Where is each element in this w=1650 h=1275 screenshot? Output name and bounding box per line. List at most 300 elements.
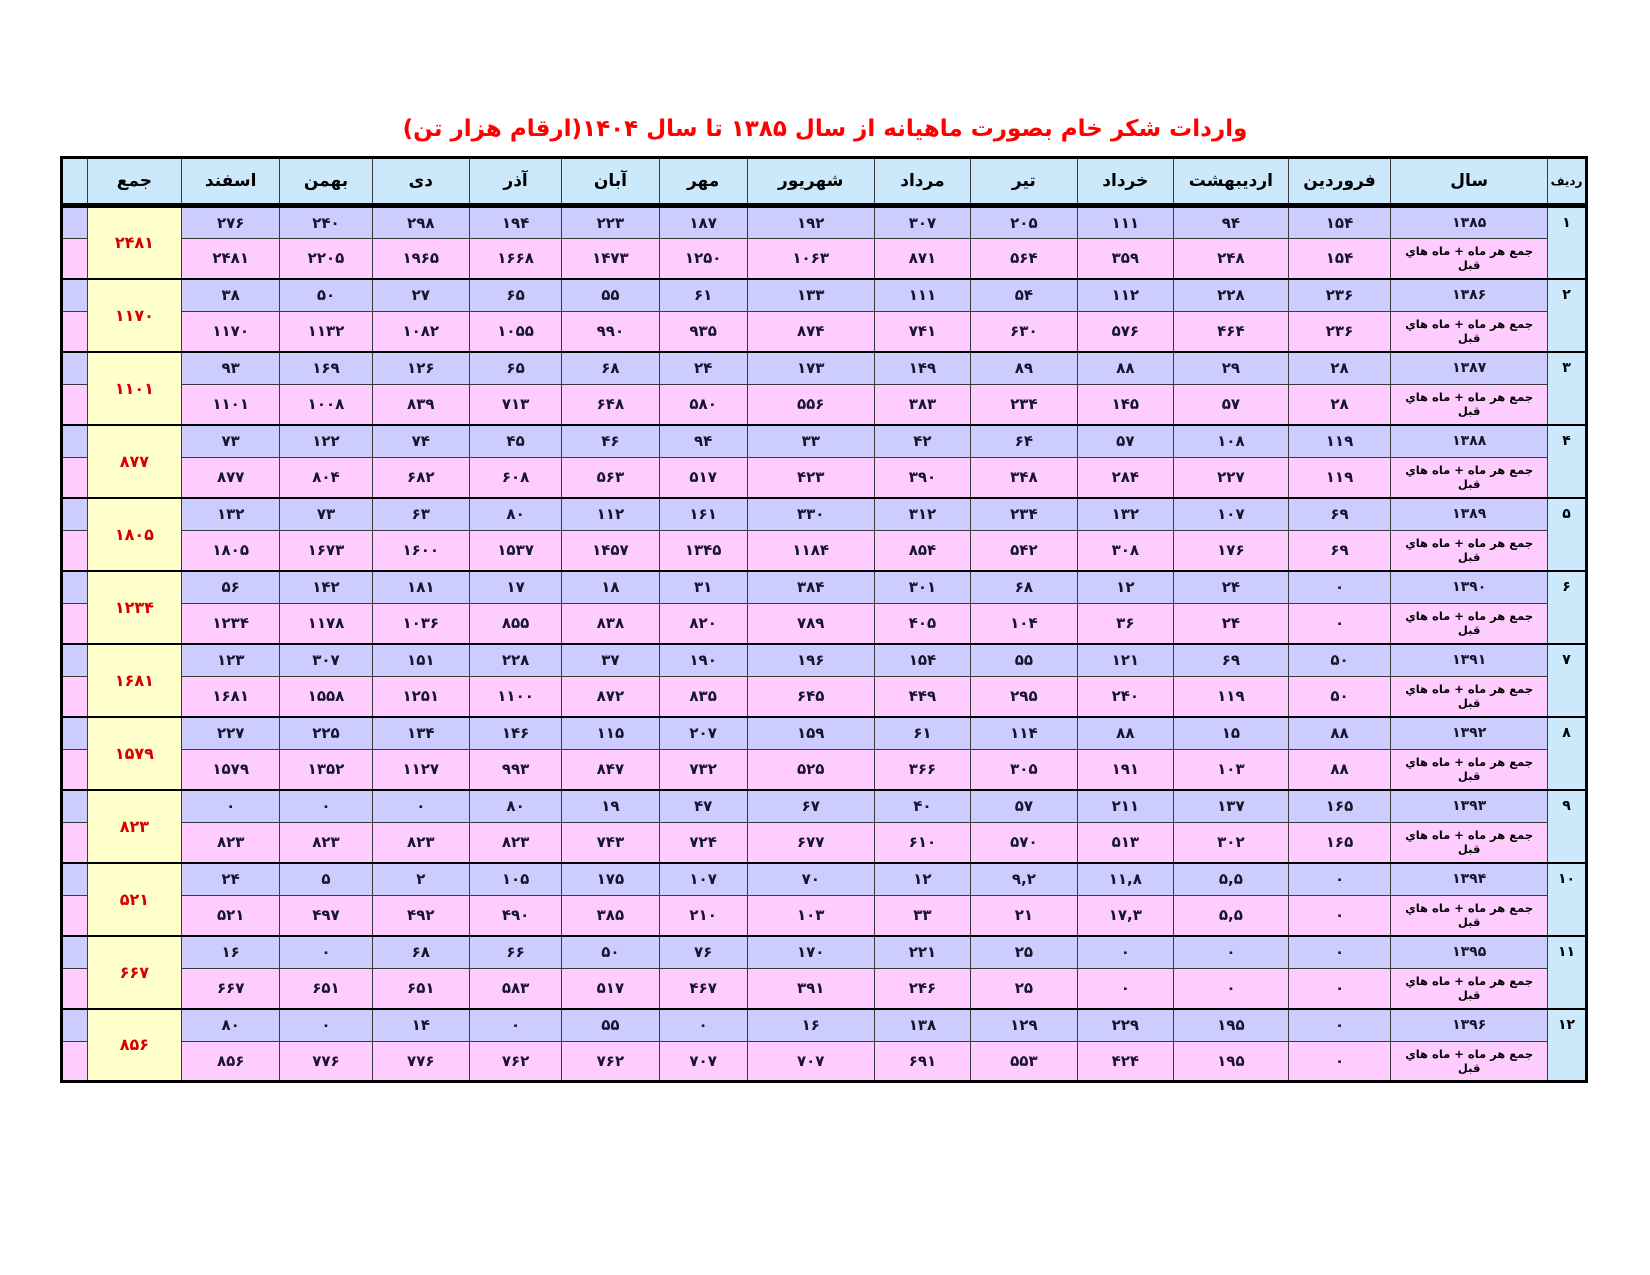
cumulative-value-cell-10: ۱۳۵۲ [280,750,372,790]
cumulative-value-cell-1: ۱۰۳ [1174,750,1289,790]
monthly-value-cell-1: ۵,۵ [1174,863,1289,896]
cumulative-value-cell-1: ۱۹۵ [1174,1042,1289,1082]
row-index-cell: ۳ [1548,352,1587,425]
total-cell: ۱۶۸۱ [87,644,181,717]
edge-cell [62,498,88,531]
monthly-value-cell-4: ۱۳۸ [874,1009,970,1042]
cumulative-value-cell-8: ۱۶۶۸ [469,239,561,279]
cumulative-value-cell-2: ۵۷۶ [1077,312,1173,352]
cumulative-value-cell-3: ۲۹۵ [971,677,1078,717]
monthly-value-cell-3: ۵۷ [971,790,1078,823]
cumulative-value-cell-3: ۳۴۸ [971,458,1078,498]
cumulative-value-cell-9: ۸۲۳ [372,823,469,863]
monthly-value-cell-6: ۶۱ [659,279,747,312]
monthly-value-cell-7: ۱۹ [562,790,659,823]
cumulative-value-cell-7: ۸۴۷ [562,750,659,790]
row-index-cell: ۵ [1548,498,1587,571]
edge-cell [62,644,88,677]
cumulative-value-cell-1: ۵۷ [1174,385,1289,425]
monthly-value-cell-5: ۱۶ [747,1009,874,1042]
cumulative-value-cell-2: ۳۶ [1077,604,1173,644]
table-header [62,158,1587,206]
monthly-value-cell-8: ۶۵ [469,352,561,385]
year-cell: ۱۳۸۷ [1391,352,1548,385]
monthly-value-cell-6: ۲۰۷ [659,717,747,750]
monthly-row-۱۳۹۵ [62,936,1587,969]
monthly-value-cell-11: ۵۶ [182,571,280,604]
cumulative-label-cell: جمع هر ماه + ماه هاي قبل [1391,896,1548,936]
year-cell: ۱۳۹۵ [1391,936,1548,969]
monthly-value-cell-7: ۴۶ [562,425,659,458]
monthly-value-cell-3: ۵۵ [971,644,1078,677]
cumulative-value-cell-1: ۴۶۴ [1174,312,1289,352]
edge-cell [62,936,88,969]
cumulative-value-cell-11: ۲۴۸۱ [182,239,280,279]
monthly-value-cell-2: ۲۲۹ [1077,1009,1173,1042]
cumulative-value-cell-1: ۳۰۲ [1174,823,1289,863]
cumulative-value-cell-1: ۰ [1174,969,1289,1009]
cumulative-value-cell-8: ۷۶۲ [469,1042,561,1082]
cumulative-value-cell-10: ۱۶۷۳ [280,531,372,571]
cumulative-row-۱۳۹۱ [62,677,1587,717]
monthly-value-cell-8: ۱۹۴ [469,206,561,239]
monthly-value-cell-3: ۲۳۴ [971,498,1078,531]
monthly-value-cell-0: ۵۰ [1288,644,1390,677]
cumulative-value-cell-11: ۸۷۷ [182,458,280,498]
cumulative-value-cell-7: ۶۴۸ [562,385,659,425]
monthly-value-cell-10: ۰ [280,790,372,823]
monthly-value-cell-8: ۲۲۸ [469,644,561,677]
monthly-value-cell-0: ۰ [1288,936,1390,969]
row-index-cell: ۱۲ [1548,1009,1587,1082]
header-month-4: مرداد [874,158,970,206]
cumulative-value-cell-2: ۵۱۳ [1077,823,1173,863]
edge-cell [62,279,88,312]
header-row [62,158,1587,206]
cumulative-label-cell: جمع هر ماه + ماه هاي قبل [1391,823,1548,863]
year-cell: ۱۳۹۶ [1391,1009,1548,1042]
cumulative-value-cell-11: ۵۲۱ [182,896,280,936]
row-index-cell: ۱ [1548,206,1587,279]
monthly-value-cell-1: ۲۲۸ [1174,279,1289,312]
cumulative-value-cell-4: ۳۳ [874,896,970,936]
cumulative-value-cell-0: ۰ [1288,1042,1390,1082]
monthly-value-cell-4: ۴۰ [874,790,970,823]
cumulative-value-cell-9: ۷۷۶ [372,1042,469,1082]
cumulative-value-cell-6: ۷۲۴ [659,823,747,863]
cumulative-value-cell-9: ۱۶۰۰ [372,531,469,571]
cumulative-value-cell-3: ۲۱ [971,896,1078,936]
total-cell: ۶۶۷ [87,936,181,1009]
monthly-value-cell-7: ۱۱۵ [562,717,659,750]
monthly-value-cell-2: ۱۱۲ [1077,279,1173,312]
cumulative-value-cell-5: ۴۲۳ [747,458,874,498]
cumulative-value-cell-11: ۸۵۶ [182,1042,280,1082]
cumulative-value-cell-9: ۶۸۲ [372,458,469,498]
monthly-value-cell-11: ۸۰ [182,1009,280,1042]
monthly-value-cell-2: ۱۱۱ [1077,206,1173,239]
year-cell: ۱۳۹۳ [1391,790,1548,823]
header-month-0: فروردين [1288,158,1390,206]
cumulative-value-cell-8: ۹۹۳ [469,750,561,790]
cumulative-value-cell-1: ۱۷۶ [1174,531,1289,571]
monthly-value-cell-3: ۵۴ [971,279,1078,312]
monthly-value-cell-1: ۱۰۸ [1174,425,1289,458]
monthly-value-cell-8: ۶۶ [469,936,561,969]
monthly-value-cell-10: ۱۲۲ [280,425,372,458]
total-cell: ۸۷۷ [87,425,181,498]
monthly-value-cell-5: ۳۳ [747,425,874,458]
year-cell: ۱۳۹۱ [1391,644,1548,677]
row-index-cell: ۱۰ [1548,863,1587,936]
monthly-value-cell-9: ۶۸ [372,936,469,969]
monthly-value-cell-10: ۵ [280,863,372,896]
monthly-value-cell-9: ۱۲۶ [372,352,469,385]
monthly-value-cell-5: ۱۷۳ [747,352,874,385]
monthly-value-cell-8: ۱۰۵ [469,863,561,896]
monthly-value-cell-0: ۱۵۴ [1288,206,1390,239]
cumulative-row-۱۳۸۷ [62,385,1587,425]
monthly-value-cell-5: ۱۹۶ [747,644,874,677]
monthly-value-cell-11: ۱۲۳ [182,644,280,677]
edge-cell [62,969,88,1009]
cumulative-value-cell-5: ۶۷۷ [747,823,874,863]
cumulative-value-cell-8: ۱۵۳۷ [469,531,561,571]
cumulative-label-cell: جمع هر ماه + ماه هاي قبل [1391,1042,1548,1082]
monthly-value-cell-0: ۲۳۶ [1288,279,1390,312]
monthly-value-cell-7: ۶۸ [562,352,659,385]
year-cell: ۱۳۸۸ [1391,425,1548,458]
monthly-value-cell-6: ۷۶ [659,936,747,969]
cumulative-value-cell-10: ۷۷۶ [280,1042,372,1082]
monthly-value-cell-0: ۱۱۹ [1288,425,1390,458]
monthly-row-۱۳۸۶ [62,279,1587,312]
monthly-value-cell-5: ۳۸۴ [747,571,874,604]
total-cell: ۸۵۶ [87,1009,181,1082]
sugar-imports-table [60,156,1588,1083]
monthly-value-cell-7: ۵۵ [562,1009,659,1042]
edge-cell [62,239,88,279]
monthly-value-cell-6: ۱۹۰ [659,644,747,677]
total-cell: ۱۲۳۴ [87,571,181,644]
cumulative-value-cell-3: ۵۷۰ [971,823,1078,863]
monthly-value-cell-3: ۹,۲ [971,863,1078,896]
monthly-value-cell-0: ۶۹ [1288,498,1390,531]
cumulative-value-cell-0: ۰ [1288,896,1390,936]
cumulative-label-cell: جمع هر ماه + ماه هاي قبل [1391,458,1548,498]
edge-cell [62,677,88,717]
row-index-cell: ۹ [1548,790,1587,863]
cumulative-row-۱۳۸۹ [62,531,1587,571]
cumulative-value-cell-7: ۸۳۸ [562,604,659,644]
cumulative-value-cell-2: ۲۸۴ [1077,458,1173,498]
cumulative-value-cell-4: ۳۹۰ [874,458,970,498]
monthly-value-cell-8: ۴۵ [469,425,561,458]
cumulative-value-cell-2: ۱۹۱ [1077,750,1173,790]
row-index-cell: ۷ [1548,644,1587,717]
edge-cell [62,1042,88,1082]
cumulative-value-cell-4: ۴۴۹ [874,677,970,717]
monthly-value-cell-9: ۱۸۱ [372,571,469,604]
monthly-value-cell-4: ۳۰۱ [874,571,970,604]
monthly-value-cell-7: ۱۸ [562,571,659,604]
cumulative-value-cell-7: ۵۶۳ [562,458,659,498]
monthly-value-cell-6: ۱۸۷ [659,206,747,239]
cumulative-value-cell-1: ۲۴۸ [1174,239,1289,279]
monthly-value-cell-6: ۰ [659,1009,747,1042]
total-cell: ۵۲۱ [87,863,181,936]
cumulative-value-cell-0: ۲۳۶ [1288,312,1390,352]
monthly-value-cell-11: ۹۳ [182,352,280,385]
monthly-value-cell-5: ۷۰ [747,863,874,896]
edge-cell [62,750,88,790]
cumulative-value-cell-3: ۵۴۲ [971,531,1078,571]
monthly-row-۱۳۸۵ [62,206,1587,239]
cumulative-value-cell-6: ۱۳۴۵ [659,531,747,571]
monthly-value-cell-8: ۸۰ [469,790,561,823]
cumulative-label-cell: جمع هر ماه + ماه هاي قبل [1391,677,1548,717]
monthly-value-cell-8: ۰ [469,1009,561,1042]
monthly-value-cell-2: ۱۲ [1077,571,1173,604]
row-index-cell: ۸ [1548,717,1587,790]
cumulative-value-cell-4: ۲۴۶ [874,969,970,1009]
row-index-cell: ۶ [1548,571,1587,644]
monthly-value-cell-9: ۱۴ [372,1009,469,1042]
cumulative-value-cell-8: ۴۹۰ [469,896,561,936]
monthly-value-cell-10: ۵۰ [280,279,372,312]
header-month-8: آذر [469,158,561,206]
monthly-value-cell-0: ۸۸ [1288,717,1390,750]
monthly-value-cell-1: ۱۰۷ [1174,498,1289,531]
monthly-value-cell-3: ۱۲۹ [971,1009,1078,1042]
cumulative-value-cell-11: ۸۲۳ [182,823,280,863]
monthly-value-cell-7: ۱۷۵ [562,863,659,896]
cumulative-value-cell-5: ۷۰۷ [747,1042,874,1082]
cumulative-value-cell-11: ۱۸۰۵ [182,531,280,571]
cumulative-value-cell-11: ۱۶۸۱ [182,677,280,717]
cumulative-value-cell-11: ۱۵۷۹ [182,750,280,790]
cumulative-value-cell-10: ۱۰۰۸ [280,385,372,425]
cumulative-value-cell-3: ۲۵ [971,969,1078,1009]
monthly-value-cell-4: ۱۱۱ [874,279,970,312]
cumulative-value-cell-4: ۸۵۴ [874,531,970,571]
monthly-value-cell-6: ۴۷ [659,790,747,823]
monthly-row-۱۳۸۹ [62,498,1587,531]
cumulative-value-cell-4: ۷۴۱ [874,312,970,352]
monthly-value-cell-4: ۱۴۹ [874,352,970,385]
monthly-value-cell-0: ۰ [1288,571,1390,604]
monthly-value-cell-3: ۱۱۴ [971,717,1078,750]
monthly-value-cell-4: ۳۰۷ [874,206,970,239]
cumulative-value-cell-3: ۶۳۰ [971,312,1078,352]
cumulative-value-cell-8: ۸۵۵ [469,604,561,644]
header-row-number: رديف [1548,158,1587,206]
monthly-row-۱۳۹۴ [62,863,1587,896]
cumulative-value-cell-11: ۱۱۷۰ [182,312,280,352]
year-cell: ۱۳۹۲ [1391,717,1548,750]
monthly-row-۱۳۹۳ [62,790,1587,823]
monthly-value-cell-11: ۳۸ [182,279,280,312]
edge-cell [62,604,88,644]
edge-cell [62,863,88,896]
header-month-11: اسفند [182,158,280,206]
cumulative-value-cell-5: ۱۰۶۳ [747,239,874,279]
cumulative-value-cell-11: ۱۱۰۱ [182,385,280,425]
cumulative-value-cell-6: ۲۱۰ [659,896,747,936]
year-cell: ۱۳۸۵ [1391,206,1548,239]
cumulative-value-cell-5: ۵۵۶ [747,385,874,425]
cumulative-value-cell-9: ۱۹۶۵ [372,239,469,279]
cumulative-row-۱۳۹۶ [62,1042,1587,1082]
cumulative-row-۱۳۹۲ [62,750,1587,790]
cumulative-value-cell-0: ۵۰ [1288,677,1390,717]
monthly-value-cell-7: ۱۱۲ [562,498,659,531]
cumulative-value-cell-7: ۱۴۵۷ [562,531,659,571]
monthly-value-cell-5: ۶۷ [747,790,874,823]
edge-cell [62,896,88,936]
monthly-value-cell-0: ۰ [1288,1009,1390,1042]
cumulative-value-cell-10: ۱۵۵۸ [280,677,372,717]
cumulative-value-cell-7: ۷۴۳ [562,823,659,863]
monthly-value-cell-2: ۱۱,۸ [1077,863,1173,896]
cumulative-value-cell-8: ۱۱۰۰ [469,677,561,717]
cumulative-label-cell: جمع هر ماه + ماه هاي قبل [1391,239,1548,279]
cumulative-value-cell-3: ۳۰۵ [971,750,1078,790]
cumulative-value-cell-3: ۱۰۴ [971,604,1078,644]
year-cell: ۱۳۸۹ [1391,498,1548,531]
monthly-value-cell-8: ۶۵ [469,279,561,312]
monthly-value-cell-9: ۲ [372,863,469,896]
monthly-value-cell-2: ۰ [1077,936,1173,969]
cumulative-row-۱۳۸۸ [62,458,1587,498]
cumulative-value-cell-2: ۳۵۹ [1077,239,1173,279]
monthly-value-cell-3: ۲۵ [971,936,1078,969]
monthly-value-cell-7: ۲۲۳ [562,206,659,239]
total-cell: ۱۵۷۹ [87,717,181,790]
cumulative-value-cell-2: ۲۴۰ [1077,677,1173,717]
cumulative-value-cell-3: ۵۵۳ [971,1042,1078,1082]
monthly-value-cell-9: ۰ [372,790,469,823]
monthly-value-cell-4: ۳۱۲ [874,498,970,531]
total-cell: ۸۲۳ [87,790,181,863]
page-title: واردات شكر خام بصورت ماهيانه از سال ۱۳۸۵ تا سال ۱۴۰۴(ارقام هزار تن) [402,116,1248,142]
cumulative-value-cell-5: ۷۸۹ [747,604,874,644]
cumulative-value-cell-0: ۰ [1288,604,1390,644]
cumulative-value-cell-3: ۲۳۴ [971,385,1078,425]
monthly-value-cell-5: ۱۷۰ [747,936,874,969]
monthly-value-cell-5: ۱۳۳ [747,279,874,312]
edge-cell [62,352,88,385]
monthly-value-cell-3: ۶۴ [971,425,1078,458]
cumulative-value-cell-7: ۸۷۲ [562,677,659,717]
monthly-value-cell-9: ۱۳۴ [372,717,469,750]
cumulative-value-cell-0: ۱۶۵ [1288,823,1390,863]
year-cell: ۱۳۹۰ [1391,571,1548,604]
monthly-value-cell-2: ۸۸ [1077,352,1173,385]
cumulative-value-cell-8: ۷۱۳ [469,385,561,425]
monthly-value-cell-11: ۲۴ [182,863,280,896]
row-index-cell: ۱۱ [1548,936,1587,1009]
cumulative-value-cell-6: ۸۲۰ [659,604,747,644]
cumulative-label-cell: جمع هر ماه + ماه هاي قبل [1391,750,1548,790]
monthly-value-cell-1: ۹۴ [1174,206,1289,239]
monthly-value-cell-11: ۲۷۶ [182,206,280,239]
total-cell: ۱۸۰۵ [87,498,181,571]
cumulative-value-cell-2: ۱۷,۳ [1077,896,1173,936]
cumulative-value-cell-0: ۶۹ [1288,531,1390,571]
edge-cell [62,717,88,750]
monthly-value-cell-10: ۱۴۲ [280,571,372,604]
total-cell: ۱۱۷۰ [87,279,181,352]
cumulative-value-cell-10: ۸۰۴ [280,458,372,498]
cumulative-value-cell-3: ۵۶۴ [971,239,1078,279]
monthly-value-cell-0: ۲۸ [1288,352,1390,385]
cumulative-value-cell-0: ۱۵۴ [1288,239,1390,279]
total-cell: ۲۴۸۱ [87,206,181,279]
monthly-value-cell-3: ۸۹ [971,352,1078,385]
cumulative-value-cell-2: ۴۲۴ [1077,1042,1173,1082]
monthly-value-cell-6: ۱۶۱ [659,498,747,531]
cumulative-value-cell-4: ۶۹۱ [874,1042,970,1082]
cumulative-value-cell-2: ۰ [1077,969,1173,1009]
monthly-value-cell-9: ۲۷ [372,279,469,312]
cumulative-row-۱۳۹۰ [62,604,1587,644]
monthly-value-cell-2: ۵۷ [1077,425,1173,458]
monthly-value-cell-9: ۷۴ [372,425,469,458]
monthly-value-cell-10: ۲۴۰ [280,206,372,239]
cumulative-value-cell-8: ۸۲۳ [469,823,561,863]
monthly-value-cell-1: ۲۹ [1174,352,1289,385]
cumulative-value-cell-5: ۱۰۳ [747,896,874,936]
cumulative-value-cell-9: ۴۹۲ [372,896,469,936]
monthly-value-cell-10: ۳۰۷ [280,644,372,677]
cumulative-value-cell-7: ۳۸۵ [562,896,659,936]
cumulative-value-cell-1: ۱۱۹ [1174,677,1289,717]
table-body [62,206,1587,1082]
cumulative-value-cell-11: ۱۲۳۴ [182,604,280,644]
cumulative-value-cell-4: ۶۱۰ [874,823,970,863]
monthly-row-۱۳۹۶ [62,1009,1587,1042]
cumulative-value-cell-9: ۱۱۲۷ [372,750,469,790]
monthly-value-cell-7: ۵۵ [562,279,659,312]
header-month-10: بهمن [280,158,372,206]
cumulative-value-cell-9: ۱۲۵۱ [372,677,469,717]
monthly-row-۱۳۸۷ [62,352,1587,385]
monthly-value-cell-2: ۸۸ [1077,717,1173,750]
monthly-value-cell-3: ۲۰۵ [971,206,1078,239]
cumulative-value-cell-8: ۶۰۸ [469,458,561,498]
cumulative-value-cell-10: ۴۹۷ [280,896,372,936]
year-cell: ۱۳۹۴ [1391,863,1548,896]
cumulative-value-cell-10: ۲۲۰۵ [280,239,372,279]
year-cell: ۱۳۸۶ [1391,279,1548,312]
cumulative-value-cell-6: ۷۳۲ [659,750,747,790]
cumulative-row-۱۳۸۵ [62,239,1587,279]
cumulative-value-cell-8: ۱۰۵۵ [469,312,561,352]
cumulative-value-cell-0: ۲۸ [1288,385,1390,425]
table-wrapper [60,156,1590,1083]
cumulative-value-cell-4: ۸۷۱ [874,239,970,279]
monthly-value-cell-10: ۰ [280,1009,372,1042]
monthly-value-cell-10: ۰ [280,936,372,969]
cumulative-value-cell-9: ۶۵۱ [372,969,469,1009]
monthly-row-۱۳۹۱ [62,644,1587,677]
monthly-value-cell-9: ۱۵۱ [372,644,469,677]
monthly-value-cell-1: ۱۹۵ [1174,1009,1289,1042]
total-cell: ۱۱۰۱ [87,352,181,425]
cumulative-value-cell-5: ۵۲۵ [747,750,874,790]
cumulative-value-cell-6: ۸۳۵ [659,677,747,717]
